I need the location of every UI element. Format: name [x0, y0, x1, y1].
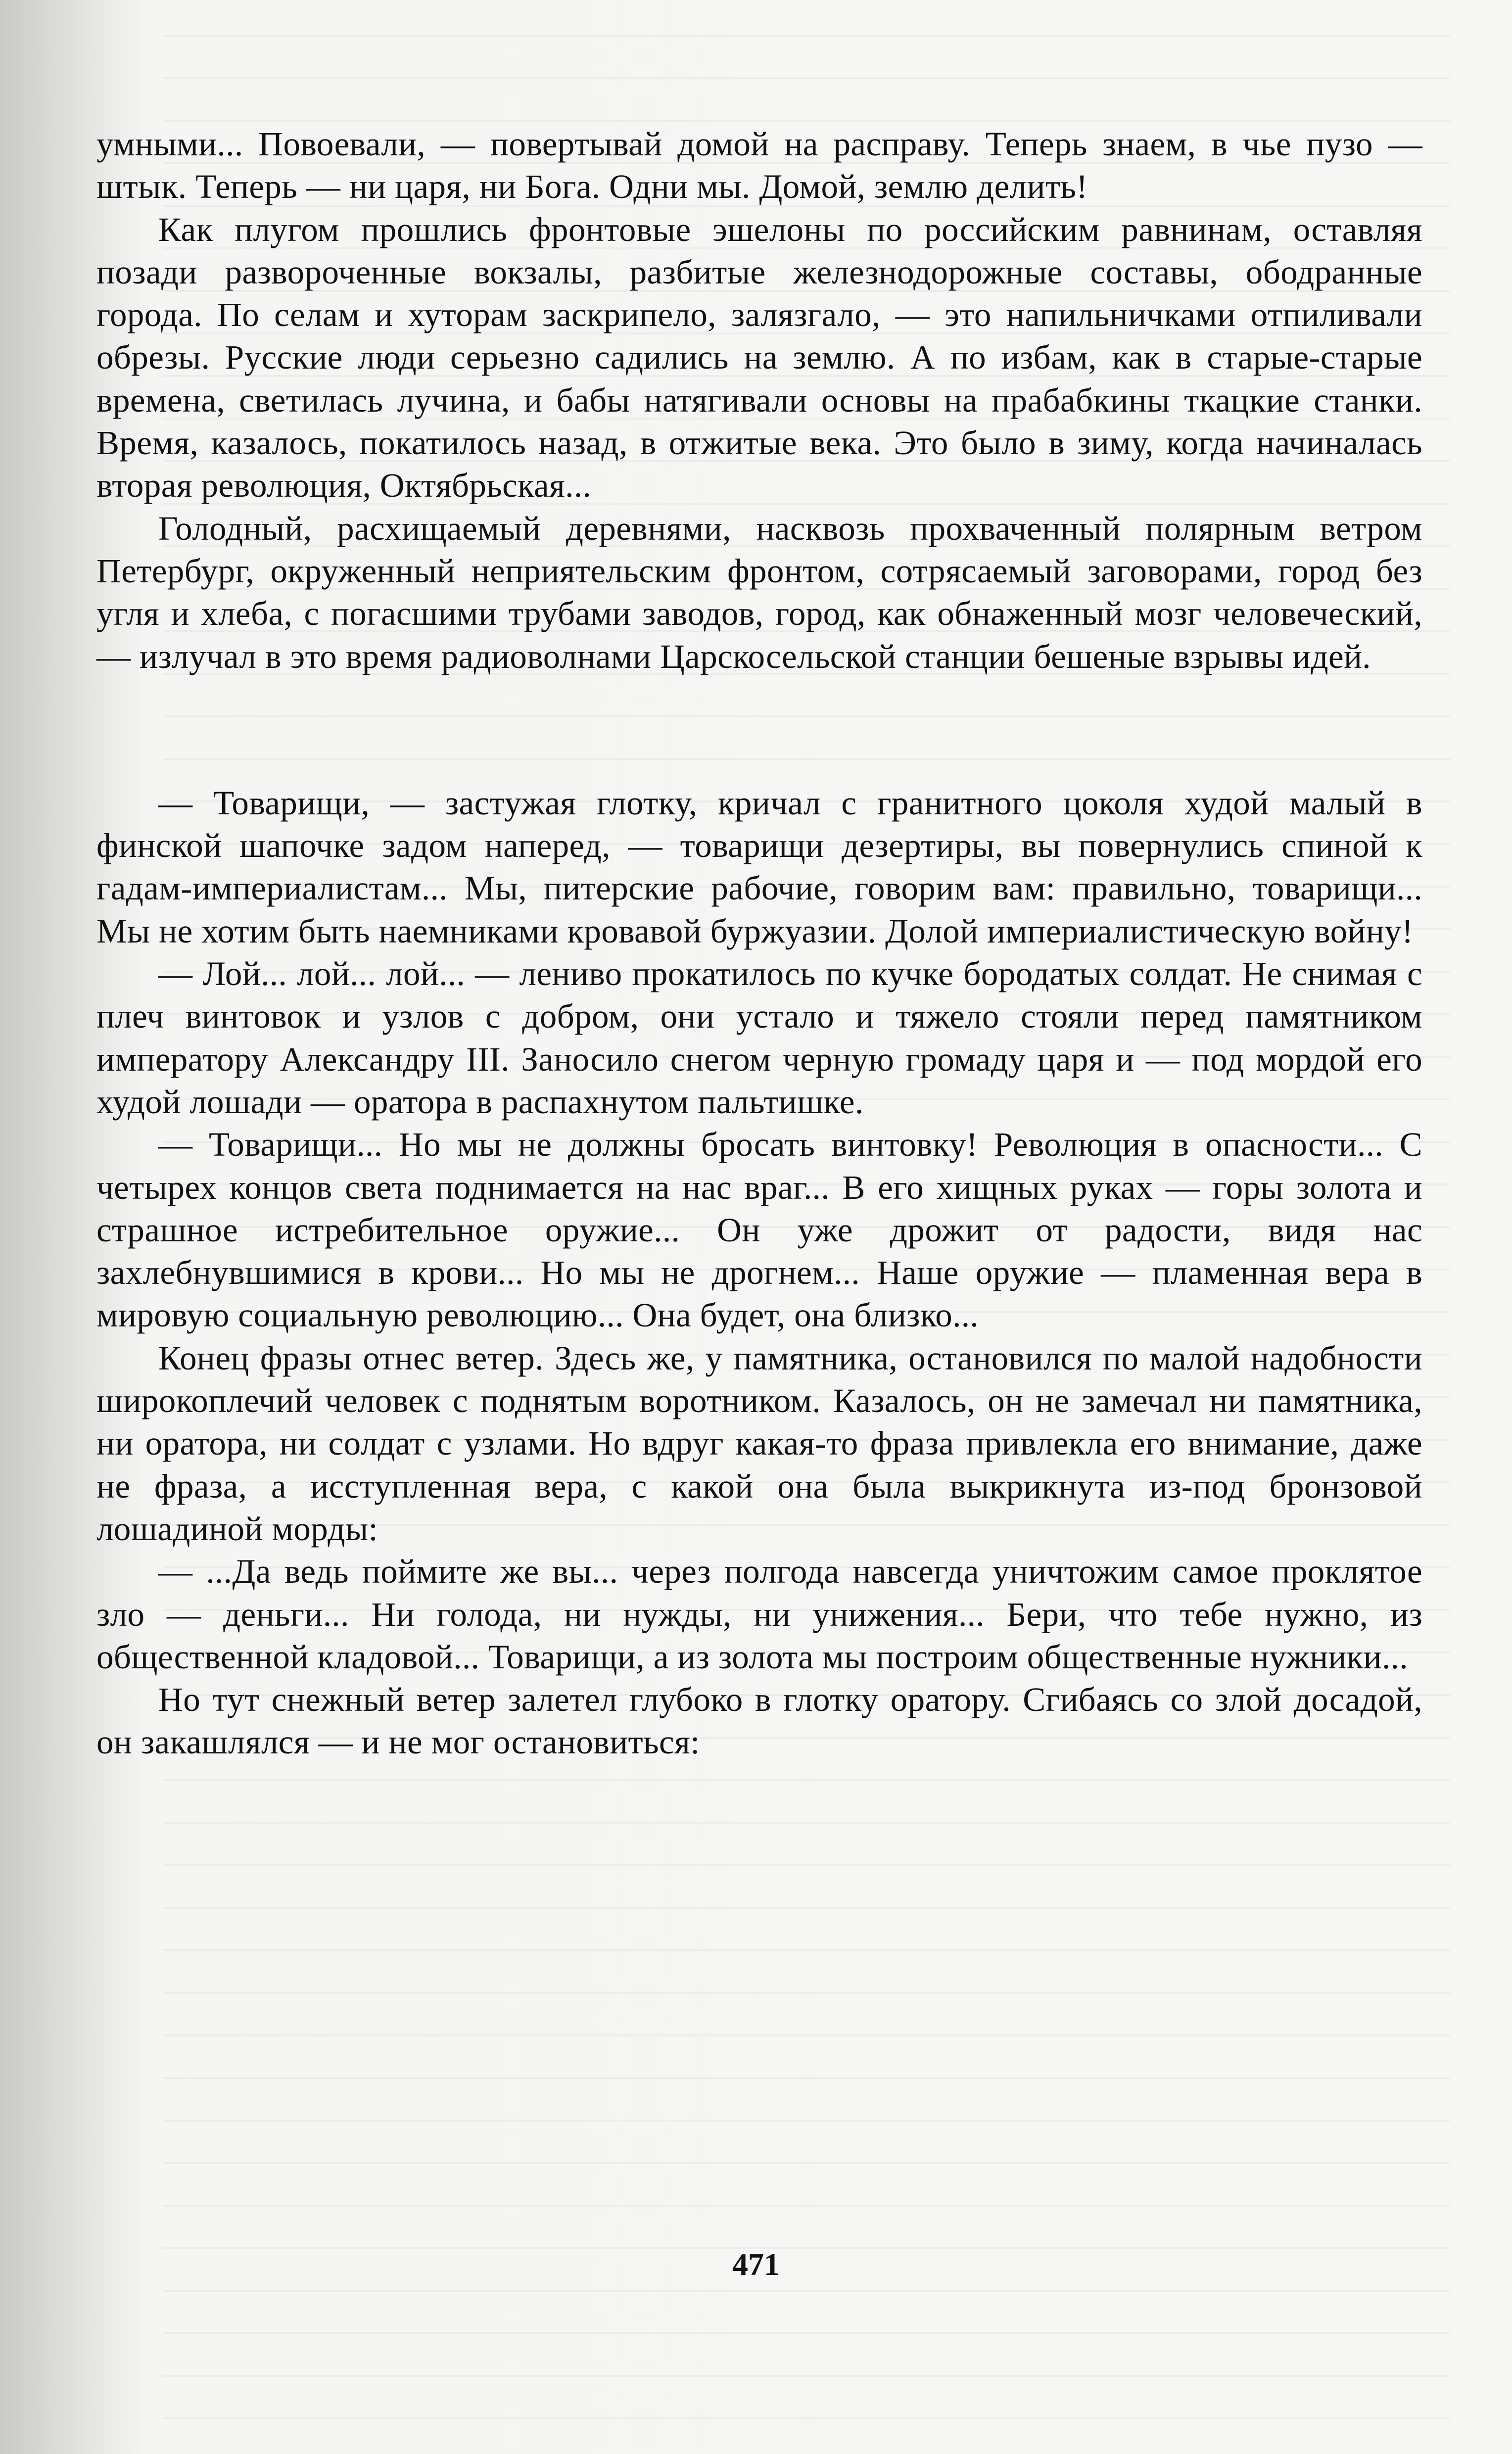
paragraph: Голодный, расхищаемый деревнями, насквозь прохваченный полярным ветром Петербург, окруженный неприятельским фронтом, сотрясаемый заговорами, город без угля и хлеба, с погасшими трубами заводов, город, как обнаженный мозг человеческий, — излучал в это время радиоволнами Царскосельской станции бешеные взрывы идей. — [96, 509, 1422, 675]
paragraph: — Товарищи, — застужая глотку, кричал с гранитного цоколя худой малый в финской шапочке задом наперед, — товарищи дезертиры, вы повернулись спиной к гадам-империалистам... Мы, питерские рабочие, говорим вам: правильно, товарищи... Мы не хотим быть наемниками кровавой буржуазии. Долой империалистическую войну! — [96, 784, 1422, 950]
paragraph: Но тут снежный ветер залетел глубоко в глотку оратору. Сгибаясь со злой досадой, он закашлялся — и не мог остановиться: — [96, 1681, 1422, 1761]
paragraph: — Товарищи... Но мы не должны бросать винтовку! Революция в опасности... С четырех концов света поднимается на нас враг... В его хищных руках — горы золота и страшное истребительное оружие... Он уже дрожит от радости, видя нас захлебнувшимися в крови... Но мы не дрогнем... Наше оружие — пламенная вера в мировую социальную революцию... Она будет, она близко... — [96, 1126, 1422, 1334]
page-body — [96, 123, 1422, 1764]
section-break — [96, 678, 1422, 782]
paragraph: — ...Да ведь поймите же вы... через полгода навсегда уничтожим самое проклятое зло — деньги... Ни голода, ни нужды, ни унижения... Бери, что тебе нужно, из общественной кладовой... Товарищи, а из золота мы построим общественные нужники... — [96, 1553, 1422, 1676]
paragraph: — Лой... лой... лой... — лениво прокатилось по кучке бородатых солдат. Не снимая с плеч винтовок и узлов с добром, они устало и тяжело стояли перед памятником императору Александру III. Заносило снегом черную громаду царя и — под мордой его худой лошади — оратора в распахнутом пальтишке. — [96, 955, 1422, 1121]
paragraph: Конец фразы отнес ветер. Здесь же, у памятника, остановился по малой надобности широкоплечий человек с поднятым воротником. Казалось, он не замечал ни памятника, ни оратора, ни солдат с узлами. Но вдруг какая-то фраза привлекла его внимание, даже не фраза, а исступленная вера, с какой она была выкрикнута из-под бронзовой лошадиной морды: — [96, 1339, 1422, 1548]
paragraph: умными... Повоевали, — повертывай домой на расправу. Теперь знаем, в чье пузо — штык. Теперь — ни царя, ни Бога. Одни мы. Домой, землю делить! — [96, 125, 1422, 206]
paragraph: Как плугом прошлись фронтовые эшелоны по российским равнинам, оставляя позади развороченные вокзалы, разбитые железнодорожные составы, ободранные города. По селам и хуторам заскрипело, залязгало, — это напильничками отпиливали обрезы. Русские люди серьезно садились на землю. А по избам, как в старые-старые времена, светилась лучина, и бабы натягивали основы на прабабкины ткацкие станки. Время, казалось, покатилось назад, в отжитые века. Это было в зиму, когда начиналась вторая революция, Октябрьская... — [96, 210, 1422, 505]
page-number: 471 — [732, 2247, 780, 2282]
